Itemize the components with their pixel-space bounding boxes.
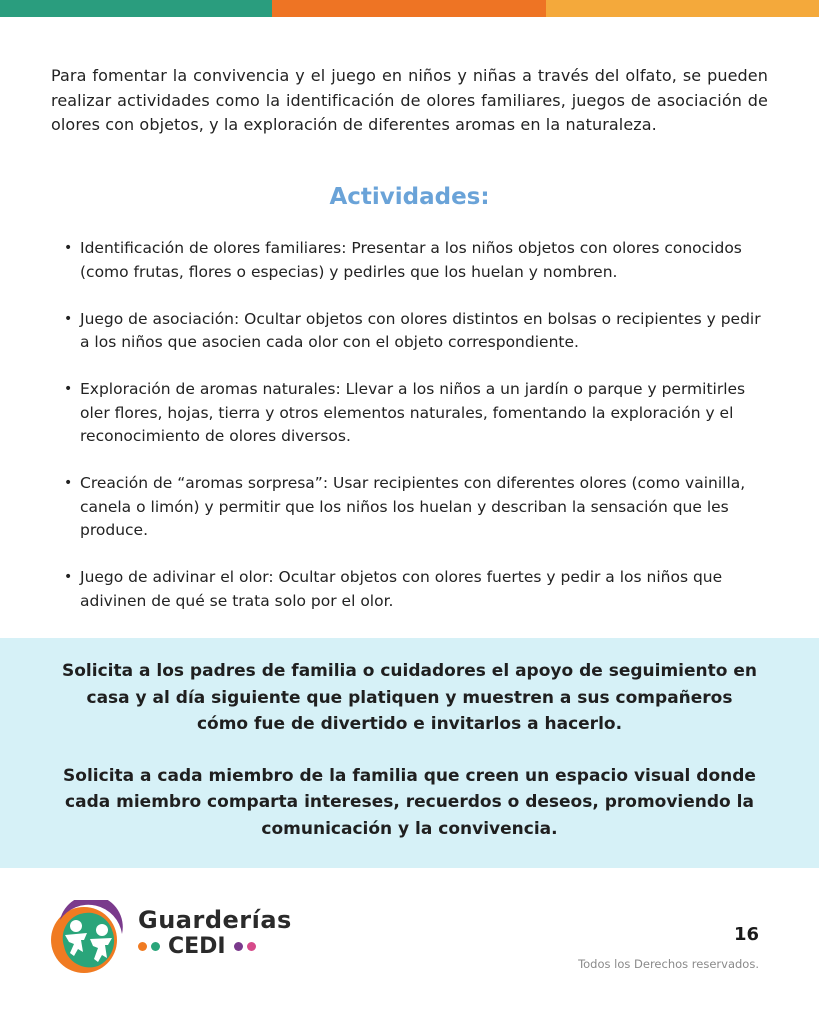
list-item: • Creación de “aromas sorpresa”: Usar recipientes con diferentes olores (como vainilla, canela o limón) y permitir que los niños los huelan y describan la sensación que les produce.	[62, 472, 772, 543]
logo-dot-pink	[247, 942, 256, 951]
activities-heading: Actividades:	[329, 184, 490, 210]
logo-name: Guarderías	[138, 906, 292, 934]
callout-paragraph-family: Solicita a cada miembro de la familia que creen un espacio visual donde cada miembro comparta intereses, recuerdos o deseos, promoviendo la comunicación y la convivencia.	[63, 765, 756, 839]
callout-box	[0, 638, 819, 868]
logo	[50, 900, 290, 975]
top-color-bar	[0, 0, 819, 17]
callout-paragraph-parents: Solicita a los padres de familia o cuidadores el apoyo de seguimiento en casa y al día siguiente que platiquen y muestren a sus compañeros cómo fue de divertido e invitarlos a hacerlo.	[62, 661, 757, 734]
logo-sub-label: CEDI	[168, 934, 226, 959]
activities-list	[62, 237, 772, 637]
list-item: • Identificación de olores familiares: Presentar a los niños objetos con olores conocidos (como frutas, flores o especias) y pedirles que los huelan y nombren.	[62, 237, 772, 284]
logo-dot-green	[151, 942, 160, 951]
top-bar-green-segment	[0, 0, 272, 17]
list-item: • Juego de asociación: Ocultar objetos con olores distintos en bolsas o recipientes y pedir a los niños que asocien cada olor con el objeto correspondiente.	[62, 308, 772, 355]
page-number: 16	[733, 924, 759, 945]
list-item: • Exploración de aromas naturales: Llevar a los niños a un jardín o parque y permitirles oler flores, hojas, tierra y otros elementos naturales, fomentando la exploración y el reconocimiento de olores diversos.	[62, 378, 772, 449]
rights-notice: Todos los Derechos reservados.	[578, 957, 759, 971]
top-bar-yellow-segment	[546, 0, 819, 17]
logo-emblem-icon	[50, 900, 126, 976]
logo-dot-purple	[234, 942, 243, 951]
intro-paragraph: Para fomentar la convivencia y el juego en niños y niñas a través del olfato, se pueden realizar actividades como la identificación de olores familiares, juegos de asociación de olores con objetos, y la exploración de diferentes aromas en la naturaleza.	[51, 66, 768, 134]
logo-subtitle	[138, 934, 256, 959]
logo-dot-orange	[138, 942, 147, 951]
list-item: • Juego de adivinar el olor: Ocultar objetos con olores fuertes y pedir a los niños que adivinen de qué se trata solo por el olor.	[62, 566, 772, 613]
top-bar-orange-segment	[272, 0, 546, 17]
